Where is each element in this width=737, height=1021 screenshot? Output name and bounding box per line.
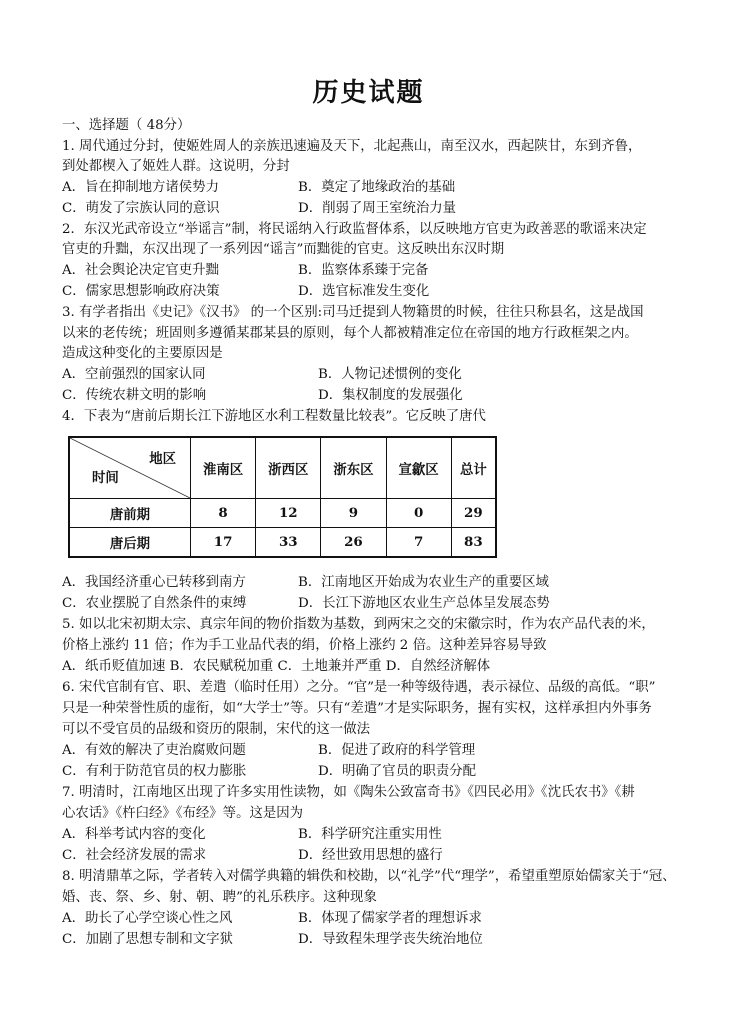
question-3-text: 3. 有学者指出《史记》《汉书》 的一个区别:司马迁提到人物籍贯的时候，往往只称县名，这是战国: [62, 305, 644, 320]
table-header-row: [69, 437, 496, 499]
table-cell: 8: [191, 499, 256, 528]
question-4-option-d: D．长江下游地区农业生产总体呈发展态势: [298, 596, 550, 611]
question-4-option-b: B．江南地区开始成为农业生产的重要区域: [298, 575, 549, 590]
question-4-option-c: C．农业摆脱了自然条件的束缚: [62, 596, 247, 611]
question-6-text: 可以不受官员的品级和资历的限制，宋代的这一做法: [62, 722, 370, 737]
table-header-cell: 浙西区: [256, 437, 321, 499]
question-3-option-a: A．空前强烈的国家认同: [62, 367, 206, 382]
question-7-option-a: A．科举考试内容的变化: [62, 827, 206, 842]
corner-label-region: 地区: [149, 451, 176, 467]
question-4-text: 4．下表为“唐前后期长江下游地区水利工程数量比较表”。它反映了唐代: [62, 409, 486, 424]
question-1-option-d: D．削弱了周王室统治力量: [298, 201, 457, 216]
question-6-option-c: C．有利于防范官员的权力膨胀: [62, 764, 247, 779]
question-7-option-d: D．经世致用思想的盛行: [298, 848, 443, 863]
question-3-option-b: B．人物记述惯例的变化: [318, 367, 462, 382]
question-1-option-c: C．萌发了宗族认同的意识: [62, 201, 220, 216]
question-3-text: 造成这种变化的主要原因是: [62, 346, 223, 361]
question-6-text: 6. 宋代官制有官、职、差遣（临时任用）之分。“官”是一种等级待遇，表示禄位、品级的高低。“职”: [62, 680, 656, 695]
question-8-option-c: C．加剧了思想专制和文字狱: [62, 932, 233, 947]
question-5-options: A．纸币贬值加速 B．农民赋税加重 C．土地兼并严重 D．自然经济解体: [62, 659, 491, 674]
question-7-text: 心农话》《杵臼经》《布经》等。这是因为: [62, 806, 304, 821]
section-heading: 一、选择题（ 48分）: [62, 118, 191, 133]
question-1-text: 1. 周代通过分封，使姬姓周人的亲族迅速遍及天下，北起燕山，南至汉水，西起陕甘，东到齐鲁，: [62, 139, 642, 154]
table-cell: 33: [256, 528, 321, 558]
table-cell: 17: [191, 528, 256, 558]
question-5-text: 5. 如以北宋初期太宗、真宗年间的物价指数为基数，到两宋之交的宋徽宗时，作为农产品代表的米，: [62, 617, 655, 632]
question-2-text: 2．东汉光武帝设立“举谣言”制，将民谣纳入行政监督体系，以反映地方官吏为政善恶的歌谣来决定: [62, 222, 647, 237]
question-3-text: 以来的老传统；班固则多遵循某郡某县的原则，每个人都被精准定位在帝国的地方行政框架之内。: [62, 326, 638, 341]
table-row-label: 唐前期: [69, 499, 191, 528]
table-header-cell: 宣歙区: [386, 437, 451, 499]
question-7-option-b: B．科学研究注重实用性: [298, 827, 442, 842]
question-1-text: 到处都楔入了姬姓人群。这说明，分封: [62, 159, 290, 174]
table-row: [69, 528, 496, 558]
question-7-text: 7. 明清时，江南地区出现了许多实用性读物，如《陶朱公致富奇书》《四民必用》《沈氏农书》《耕: [62, 785, 635, 800]
table-header-cell: 淮南区: [191, 437, 256, 499]
table-row-label: 唐后期: [69, 528, 191, 558]
corner-label-time: 时间: [92, 470, 119, 486]
question-2-option-d: D．选官标准发生变化: [298, 284, 430, 299]
question-4-option-a: A．我国经济重心已转移到南方: [62, 575, 246, 590]
question-8-text: 婚、丧、祭、乡、射、朝、聘”的礼乐秩序。这种现象: [62, 890, 377, 905]
table-cell: 0: [386, 499, 451, 528]
table-cell: 7: [386, 528, 451, 558]
table-cell: 9: [321, 499, 386, 528]
table-corner-cell: [69, 437, 191, 499]
question-2-text: 官吏的升黜，东汉出现了一系列因“谣言”而黜徙的官吏。这反映出东汉时期: [62, 242, 505, 257]
question-6-option-d: D．明确了官员的职责分配: [318, 764, 477, 779]
question-1-option-a: A．旨在抑制地方诸侯势力: [62, 180, 219, 195]
page-title: 历史试题: [312, 78, 425, 108]
irrigation-table: [68, 436, 497, 558]
question-8-option-b: B．体现了儒家学者的理想诉求: [298, 911, 482, 926]
question-8-option-d: D．导致程朱理学丧失统治地位: [298, 932, 483, 947]
question-5-text: 价格上涨约 11 倍；作为手工业品代表的绢，价格上涨约 2 倍。这种差异容易导致: [62, 638, 547, 653]
table-cell: 26: [321, 528, 386, 558]
question-6-option-a: A．有效的解决了吏治腐败问题: [62, 743, 246, 758]
question-3-option-c: C．传统农耕文明的影响: [62, 388, 207, 403]
question-7-option-c: C．社会经济发展的需求: [62, 848, 207, 863]
table-cell: 83: [451, 528, 496, 558]
question-3-option-d: D．集权制度的发展强化: [318, 388, 463, 403]
table-cell: 12: [256, 499, 321, 528]
question-6-text: 只是一种荣誉性质的虚衔，如“大学士”等。只有“差遣”才是实际职务，握有实权，这样承担内外事务: [62, 701, 652, 716]
question-2-option-b: B．监察体系臻于完备: [298, 263, 429, 278]
table-cell: 29: [451, 499, 496, 528]
table-row: [69, 499, 496, 528]
question-2-option-c: C．儒家思想影响政府决策: [62, 284, 220, 299]
question-8-text: 8. 明清鼎革之际，学者转入对儒学典籍的辑佚和校勘，以“礼学”代“理学”，希望重塑原始儒家关于“冠、: [62, 869, 676, 884]
table-header-cell: 总计: [451, 437, 496, 499]
question-1-option-b: B．奠定了地缘政治的基础: [298, 180, 456, 195]
question-8-option-a: A．助长了心学空谈心性之风: [62, 911, 233, 926]
question-6-option-b: B．促进了政府的科学管理: [318, 743, 476, 758]
question-2-option-a: A．社会舆论决定官吏升黜: [62, 263, 219, 278]
table-header-cell: 浙东区: [321, 437, 386, 499]
